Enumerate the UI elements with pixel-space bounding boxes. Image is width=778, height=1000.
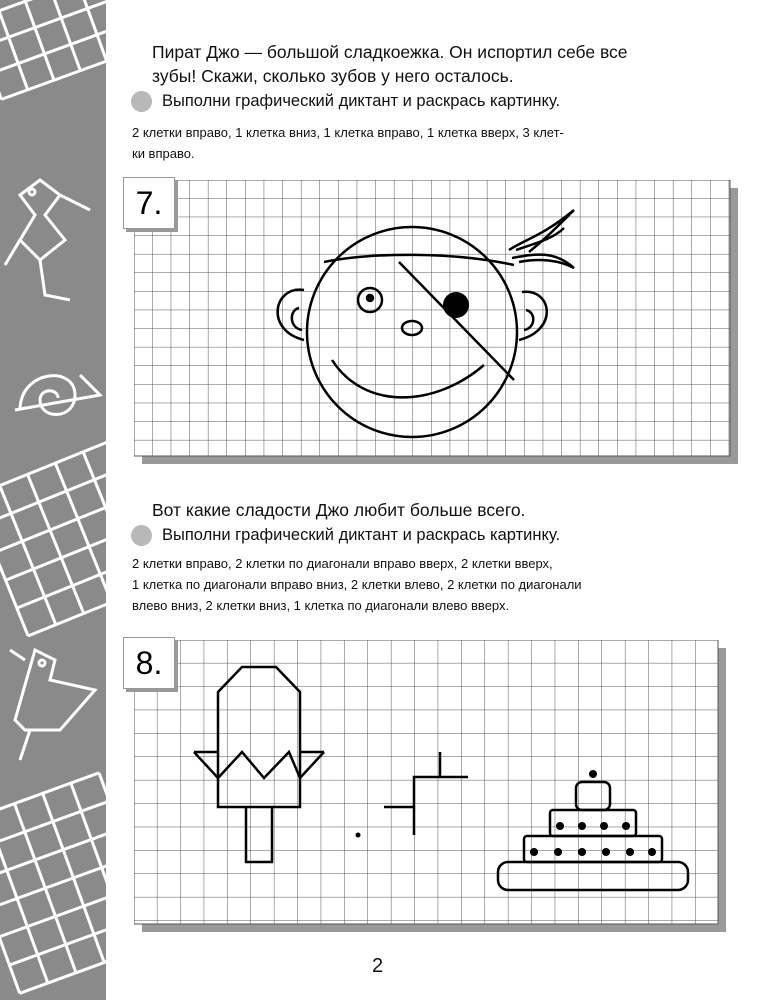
- bullet-circle-icon: [131, 525, 152, 546]
- task8-intro: Вот какие сладости Джо любит больше всего.: [152, 500, 526, 520]
- task7-grid: [134, 180, 746, 470]
- bullet-circle-icon: [131, 91, 152, 112]
- start-point-dot: [356, 833, 361, 838]
- task7-number: 7.: [123, 177, 175, 229]
- task8-grid: [134, 640, 734, 940]
- frog-drawing-icon: [5, 180, 90, 300]
- task8-dictation-line3: влево вниз, 2 клетки вниз, 1 клетка по диагонали влево вверх.: [132, 598, 510, 613]
- task8-dictation-line1: 2 клетки вправо, 2 клетки по диагонали вправо вверх, 2 клетки вверх,: [132, 556, 553, 571]
- task7-dictation-line2: ки вправо.: [132, 146, 195, 161]
- page-number: 2: [372, 955, 384, 977]
- task7-dictation: [132, 122, 732, 164]
- snail-drawing-icon: [15, 375, 100, 414]
- task7-dictation-line1: 2 клетки вправо, 1 клетка вниз, 1 клетка вправо, 1 клетка вверх, 3 клет-: [132, 125, 564, 140]
- decorative-side-strip: [0, 0, 106, 1000]
- task8-number: 8.: [123, 637, 175, 689]
- task7-intro-line2: зубы! Скажи, сколько зубов у него осталось.: [152, 66, 514, 86]
- task8-dictation-line2: 1 клетка по диагонали вправо вниз, 2 клетки влево, 2 клетки по диагонали: [132, 577, 582, 592]
- task8-dictation: [132, 553, 732, 616]
- bird-drawing-icon: [10, 650, 95, 760]
- task7-instruction-text: Выполни графический диктант и раскрась картинку.: [162, 92, 561, 110]
- task7-intro-line1: Пират Джо — большой сладкоежка. Он испортил себе все: [152, 42, 628, 62]
- task8-instruction-text: Выполни графический диктант и раскрась картинку.: [162, 526, 561, 544]
- task7-instruction: [131, 89, 560, 113]
- task8-instruction: [131, 523, 560, 547]
